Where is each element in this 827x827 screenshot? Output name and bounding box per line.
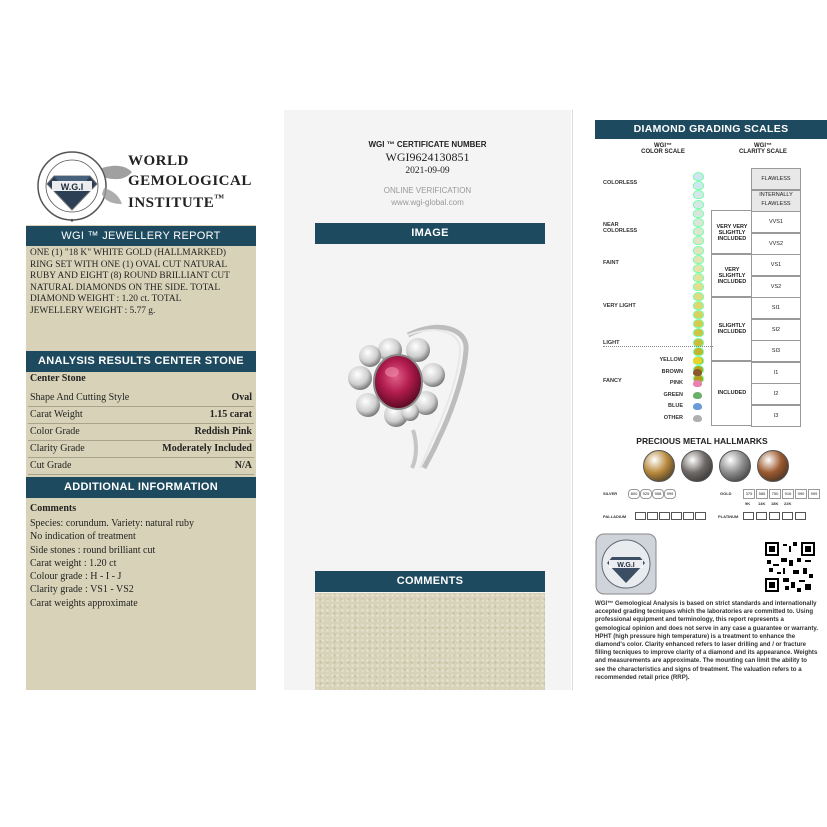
clarity-grade-cell: VVS2 <box>751 233 801 255</box>
color-scale-gem <box>693 273 704 282</box>
fancy-color-gem <box>693 415 702 422</box>
disclaimer-line: recommended retail price (RRP). <box>595 673 690 681</box>
platinum-mark <box>743 512 754 520</box>
clarity-grade-cell: SI3 <box>751 340 801 362</box>
disclaimer-line: diamond's color. Clarity enhanced refers to laser drilling and / or fracture <box>595 641 807 649</box>
color-scale-gem <box>693 292 704 301</box>
disclaimer-line: gemological opinion and does not serve in any case a guarantee or warranty. <box>595 624 819 632</box>
logo-line-2: GEMOLOGICAL <box>128 173 252 189</box>
gold-mark: 990 <box>795 489 807 499</box>
stone-row-label: Color Grade <box>30 426 80 437</box>
certificate-date: 2021-09-09 <box>405 166 450 176</box>
fancy-color-label: YELLOW <box>659 357 683 363</box>
color-scale-gem <box>693 347 704 356</box>
clarity-group-cell: VERY VERY SLIGHTLY INCLUDED <box>711 210 752 255</box>
disclaimer-line: HPHT (high pressure high temperature) is a treatment to enhance the <box>595 632 796 640</box>
color-scale-head: WGI™ COLOR SCALE <box>641 143 685 155</box>
image-section-title: IMAGE <box>315 223 545 244</box>
hallmark-badge <box>643 450 675 482</box>
clarity-grade-cell: INTERNALLY FLAWLESS <box>751 190 801 212</box>
silver-mark: 800 <box>628 489 640 499</box>
fancy-color-label: GREEN <box>663 391 683 398</box>
color-group-label: LIGHT <box>603 340 620 346</box>
stone-row-value: N/A <box>234 460 252 471</box>
gold-label: GOLD <box>720 491 732 496</box>
stone-row-value: Reddish Pink <box>194 426 252 437</box>
comments-area <box>315 593 545 690</box>
stone-row <box>28 423 254 441</box>
color-scale-gem <box>693 255 704 264</box>
jewellery-description <box>30 248 254 317</box>
color-scale-gem <box>693 282 704 291</box>
stone-row-value: 1.15 carat <box>209 409 252 420</box>
color-scale-gem <box>693 301 704 310</box>
fancy-color-label: BROWN <box>661 368 683 375</box>
karat-label: 22K <box>784 501 792 506</box>
clarity-grade-cell: VVS1 <box>751 211 801 233</box>
fancy-color-gem <box>693 380 702 387</box>
report-panel-left <box>26 110 256 690</box>
color-scale-gem <box>693 227 704 236</box>
ruby-ring-photo <box>338 320 488 470</box>
logo-line-3: INSTITUTE™ <box>128 193 225 211</box>
palladium-mark <box>635 512 646 520</box>
stone-row <box>28 389 254 407</box>
wgi-hologram-seal <box>595 533 657 595</box>
gold-mark: 375 <box>743 489 755 499</box>
grading-scales-title: DIAMOND GRADING SCALES <box>595 120 827 139</box>
disclaimer-line: WGI™ Gemological Analysis is based on strict standards and internationally <box>595 600 817 607</box>
palladium-mark <box>671 512 682 520</box>
clarity-grade-cell: FLAWLESS <box>751 168 801 190</box>
stone-row <box>28 457 254 475</box>
palladium-mark <box>683 512 694 520</box>
gold-mark: 916 <box>782 489 794 499</box>
stone-row-label: Shape And Cutting Style <box>30 392 130 403</box>
additional-information-title: ADDITIONAL INFORMATION <box>26 477 256 498</box>
color-scale-gem <box>693 246 704 255</box>
fancy-color-label: BLUE <box>668 403 683 409</box>
disclaimer-line: filling tecniques to improve clarity of a diamond and its appearance. Weights <box>595 649 818 657</box>
description-line: RING SET WITH ONE (1) OVAL CUT NATURAL <box>30 259 228 270</box>
disclaimer-line: see the characteristics and signs of treatment. The valuation refers to a <box>595 665 802 673</box>
color-scale-gem <box>693 328 704 337</box>
logo-line-1: WORLD <box>128 153 189 169</box>
fancy-color-gem <box>693 369 702 376</box>
fancy-color-gem <box>693 403 702 410</box>
certificate-number-label: WGI ™ CERTIFICATE NUMBER <box>368 140 487 149</box>
stone-row <box>28 406 254 424</box>
wgi-seal-logo <box>32 148 134 226</box>
description-line: JEWELLERY WEIGHT : 5.77 g. <box>30 305 156 316</box>
color-scale-gem <box>693 264 704 273</box>
center-stone-heading: Center Stone <box>30 373 86 384</box>
color-scale-gem <box>693 209 704 218</box>
color-scale-gem <box>693 236 704 245</box>
color-scale-gem <box>693 181 704 190</box>
stone-row-value: Moderately Included <box>162 443 252 454</box>
color-scale-gem <box>693 200 704 209</box>
verification-url[interactable]: www.wgi-global.com <box>391 198 464 207</box>
color-scale-gem <box>693 190 704 199</box>
certificate-number: WGI9624130851 <box>385 150 470 164</box>
color-scale-gem <box>693 218 704 227</box>
silver-mark: 925 <box>640 489 652 499</box>
color-group-label: FAINT <box>603 260 619 266</box>
comments-heading: Comments <box>30 503 77 514</box>
comment-line: Carat weight : 1.20 ct <box>30 557 117 569</box>
stone-row-value: Oval <box>231 392 252 403</box>
gold-mark: 585 <box>756 489 768 499</box>
comment-line: Side stones : round brilliant cut <box>30 544 156 556</box>
palladium-mark <box>659 512 670 520</box>
karat-label: 9K <box>745 501 751 506</box>
clarity-grade-cell: I2 <box>751 383 801 405</box>
silver-label: SILVER <box>603 491 618 496</box>
comment-line: No indication of treatment <box>30 531 136 543</box>
clarity-grade-cell: I3 <box>751 405 801 427</box>
color-group-label: COLORLESS <box>603 180 638 186</box>
color-scale-gem <box>693 319 704 328</box>
fancy-color-gem <box>693 357 702 364</box>
stone-row-label: Clarity Grade <box>30 443 85 454</box>
description-line: ONE (1) "18 K" WHITE GOLD (HALLMARKED) <box>30 248 226 258</box>
comment-line: Colour grade : H - I - J <box>30 571 122 583</box>
report-panel-middle <box>284 110 571 690</box>
stone-row-label: Cut Grade <box>30 460 72 471</box>
color-scale-gem <box>693 172 704 181</box>
gold-mark: 750 <box>769 489 781 499</box>
description-line: DIAMOND WEIGHT : 1.20 ct. TOTAL <box>30 294 182 304</box>
stone-row-label: Carat Weight <box>30 409 83 420</box>
fancy-color-label: OTHER <box>663 414 683 421</box>
color-group-label: NEAR COLORLESS <box>603 222 638 234</box>
disclaimer-line: professional equipment and terminology, this report represents a <box>595 616 784 624</box>
palladium-mark <box>647 512 658 520</box>
karat-label: 18K <box>771 501 779 506</box>
hallmark-badge <box>719 450 751 482</box>
svg-text:W.G.I: W.G.I <box>617 562 635 569</box>
online-verification-label: ONLINE VERIFICATION <box>383 186 472 195</box>
platinum-label: PLATINUM <box>718 514 739 519</box>
clarity-grade-cell: VS1 <box>751 254 801 276</box>
color-group-label: VERY LIGHT <box>603 303 636 309</box>
clarity-group-cell: SLIGHTLY INCLUDED <box>711 296 752 362</box>
light-divider <box>603 346 713 347</box>
clarity-grade-cell: SI1 <box>751 297 801 319</box>
description-line: RUBY AND EIGHT (8) ROUND BRILLIANT CUT <box>30 271 230 281</box>
jewellery-report-title: WGI ™ JEWELLERY REPORT <box>26 226 256 246</box>
silver-mark: 999 <box>664 489 676 499</box>
clarity-grade-cell: I1 <box>751 362 801 384</box>
silver-mark: 958 <box>652 489 664 499</box>
hallmarks-title: PRECIOUS METAL HALLMARKS <box>636 436 768 446</box>
disclaimer-line: accepted grading tecniques which the laboratories are committed to. Using <box>595 608 814 616</box>
fancy-color-label: PINK <box>669 380 683 386</box>
platinum-mark <box>769 512 780 520</box>
clarity-grade-cell: SI2 <box>751 319 801 341</box>
analysis-results-title: ANALYSIS RESULTS CENTER STONE <box>26 351 256 372</box>
description-line: NATURAL DIAMONDS ON THE SIDE. TOTAL <box>30 282 221 293</box>
color-group-label: FANCY <box>603 378 622 384</box>
comment-line: Carat weights approximate <box>30 597 138 609</box>
platinum-mark <box>782 512 793 520</box>
palladium-mark <box>695 512 706 520</box>
hallmark-badge <box>681 450 713 482</box>
clarity-scale-head: WGI™ CLARITY SCALE <box>739 143 787 155</box>
svg-text:W.G.I: W.G.I <box>60 182 84 192</box>
clarity-grade-cell: VS2 <box>751 276 801 298</box>
gold-mark: 999 <box>808 489 820 499</box>
comment-line: Clarity grade : VS1 - VS2 <box>30 584 134 596</box>
logo-area <box>26 110 256 225</box>
fancy-color-gem <box>693 392 702 399</box>
comment-line: Species: corundum. Variety: natural ruby <box>30 518 194 529</box>
report-panel-right <box>572 110 827 690</box>
karat-label: 14K <box>758 501 766 506</box>
disclaimer-text <box>595 600 818 682</box>
color-scale-gem <box>693 310 704 319</box>
comments-section-title: COMMENTS <box>315 571 545 592</box>
svg-text:★: ★ <box>69 219 75 224</box>
platinum-mark <box>756 512 767 520</box>
comments-list <box>30 517 254 610</box>
clarity-group-cell: INCLUDED <box>711 360 752 426</box>
qr-code[interactable] <box>765 542 815 592</box>
platinum-mark <box>795 512 806 520</box>
hallmark-badge <box>757 450 789 482</box>
palladium-label: PALLADIUM <box>603 514 627 519</box>
clarity-group-cell: VERY SLIGHTLY INCLUDED <box>711 253 752 298</box>
disclaimer-line: and measurements are approximate. The mounting can limit the ability to <box>595 657 807 665</box>
stone-row <box>28 440 254 458</box>
